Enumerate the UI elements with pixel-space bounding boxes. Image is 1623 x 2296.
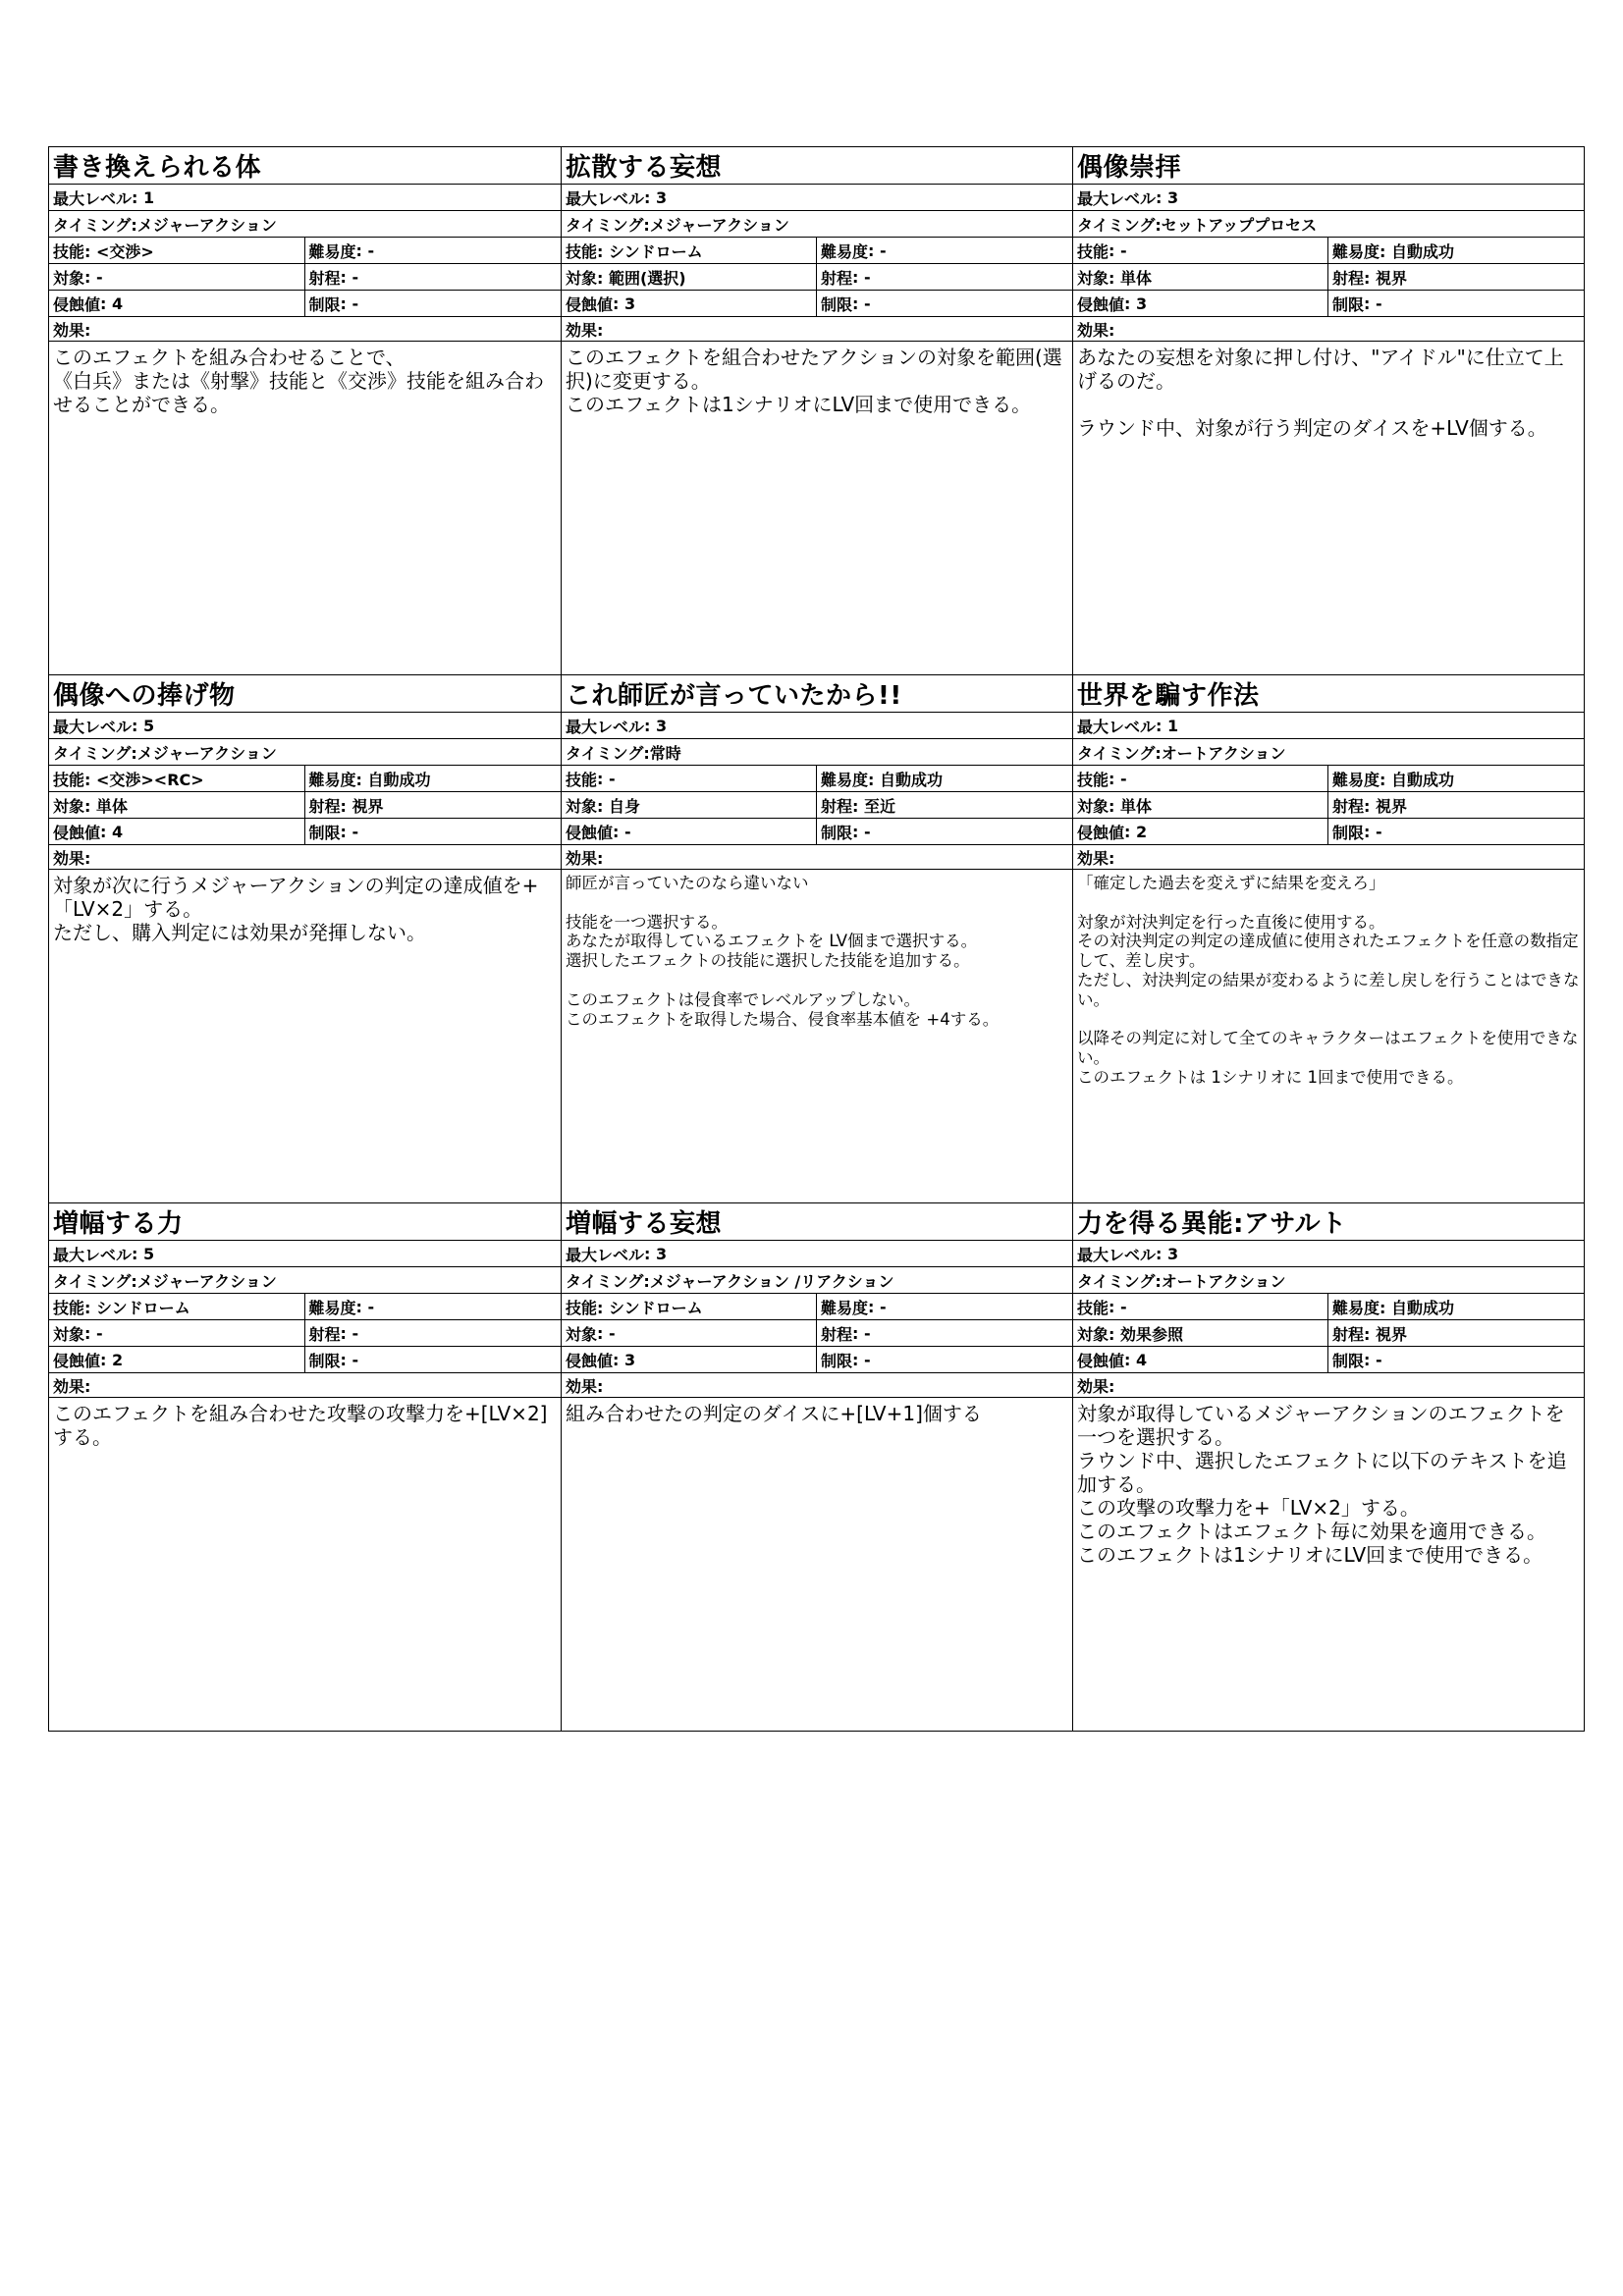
range-label: 射程	[821, 796, 853, 816]
range-value: : 視界	[1364, 268, 1407, 288]
range-label: 射程	[821, 268, 853, 288]
difficulty-cell	[305, 1294, 562, 1319]
target-label: 対象	[53, 796, 85, 816]
difficulty-cell	[305, 238, 562, 263]
range-cell	[817, 264, 1072, 290]
difficulty-cell	[1328, 766, 1584, 791]
limit-cell	[305, 291, 562, 316]
timing-row	[1073, 211, 1584, 238]
timing-row	[49, 211, 561, 238]
range-value: : -	[852, 267, 871, 287]
max-level-label: 最大レベル	[53, 188, 133, 208]
erosion-limit-row	[49, 819, 561, 845]
range-label: 射程	[821, 1324, 853, 1344]
range-cell	[817, 1320, 1072, 1346]
effect-label: 効果:	[562, 317, 1072, 342]
timing-label: タイミング	[1077, 215, 1156, 235]
skill-label: 技能	[53, 241, 85, 261]
difficulty-label: 難易度	[308, 1298, 356, 1317]
effect-text: 「確定した過去を変えずに結果を変えろ」 対象が対決判定を行った直後に使用する。 その対決判定の判定の達成値に使用されたエフェクトを任意の数指定して、差し戻す。 ただし、対決判定の結果が変わるように差し戻しを行うことはできない。 以降その判定に対して全てのキャラクターはエフェクトを使用できない。 このエフェクトは 1シナリオに 1回まで使用できる。	[1077, 874, 1580, 1087]
limit-value: : -	[1364, 1350, 1382, 1369]
target-value: : 効果参照	[1109, 1324, 1183, 1344]
target-range-row	[1073, 1320, 1584, 1347]
limit-label: 制限	[1332, 823, 1365, 842]
skill-label: 技能	[566, 1298, 598, 1317]
erosion-limit-row	[1073, 1347, 1584, 1373]
erosion-value: : 4	[100, 822, 124, 841]
effect-text: 師匠が言っていたのなら違いない 技能を一つ選択する。 あなたが取得しているエフェクトを LV個まで選択する。 選択したエフェクトの技能に選択した技能を追加する。 このエフェクトは侵食率でレベルアップしない。 このエフェクトを取得した場合、侵食率基本値を +4する。	[566, 874, 1000, 1029]
effect-card	[49, 1203, 562, 1732]
erosion-cell	[49, 291, 305, 316]
skill-difficulty-row	[562, 1294, 1072, 1320]
target-value: : -	[84, 1323, 103, 1343]
difficulty-cell	[817, 238, 1072, 263]
erosion-cell	[562, 291, 817, 316]
effect-text: このエフェクトを組み合わせた攻撃の攻撃力を+[LV×2]する。	[53, 1402, 548, 1449]
limit-label: 制限	[308, 823, 341, 842]
target-range-row	[562, 792, 1072, 819]
limit-value: : -	[852, 294, 871, 313]
limit-label: 制限	[1332, 294, 1365, 314]
effect-card	[562, 675, 1073, 1203]
range-cell	[1328, 1320, 1584, 1346]
skill-label: 技能	[566, 770, 598, 789]
target-value: : 自身	[597, 796, 640, 816]
timing-row	[1073, 1267, 1584, 1294]
effect-name: 偶像崇拝	[1073, 147, 1584, 185]
target-cell	[562, 792, 817, 818]
erosion-cell	[49, 1347, 305, 1372]
effect-label: 効果:	[562, 1373, 1072, 1398]
difficulty-label: 難易度	[1332, 770, 1380, 789]
timing-value: :メジャーアクション /リアクション	[643, 1271, 894, 1291]
timing-value: :セットアッププロセス	[1155, 215, 1318, 235]
erosion-value: : -	[613, 822, 631, 841]
limit-value: : -	[852, 822, 871, 841]
target-range-row	[1073, 792, 1584, 819]
limit-value: : -	[340, 294, 359, 313]
target-range-row	[1073, 264, 1584, 291]
target-cell	[1073, 1320, 1328, 1346]
target-label: 対象	[1077, 268, 1109, 288]
skill-value: : シンドローム	[597, 241, 703, 261]
effect-name: 力を得る異能:アサルト	[1073, 1203, 1584, 1241]
erosion-limit-row	[1073, 819, 1584, 845]
effect-name: 増幅する力	[49, 1203, 561, 1241]
max-level-label: 最大レベル	[1077, 188, 1157, 208]
effect-label: 効果:	[49, 317, 561, 342]
skill-label: 技能	[1077, 1298, 1109, 1317]
difficulty-label: 難易度	[821, 241, 869, 261]
effect-text: 対象が次に行うメジャーアクションの判定の達成値を+「LV×2」する。 ただし、購入判定には効果が発揮しない。	[53, 874, 539, 944]
max-level-value: : 3	[1156, 187, 1179, 207]
skill-difficulty-row	[1073, 766, 1584, 792]
erosion-cell	[1073, 819, 1328, 844]
max-level-value: : 3	[644, 1244, 668, 1263]
max-level-value: : 1	[132, 187, 155, 207]
target-cell	[562, 264, 817, 290]
target-value: : 単体	[1109, 268, 1152, 288]
skill-value: : <交渉>	[84, 241, 154, 261]
erosion-value: : 3	[613, 1350, 636, 1369]
difficulty-label: 難易度	[1332, 1298, 1380, 1317]
max-level-value: : 5	[132, 1244, 155, 1263]
erosion-label: 侵蝕値	[1077, 823, 1125, 842]
effect-label: 効果:	[1073, 317, 1584, 342]
erosion-limit-row	[562, 291, 1072, 317]
skill-label: 技能	[1077, 241, 1109, 261]
target-label: 対象	[53, 268, 85, 288]
effect-card	[1073, 147, 1585, 675]
timing-label: タイミング	[1077, 743, 1156, 763]
erosion-label: 侵蝕値	[53, 823, 101, 842]
effect-card-sheet	[48, 146, 1585, 1732]
limit-value: : -	[1364, 822, 1382, 841]
target-cell	[49, 264, 305, 290]
target-label: 対象	[1077, 1324, 1109, 1344]
timing-row	[49, 739, 561, 766]
effect-card	[1073, 675, 1585, 1203]
erosion-limit-row	[562, 1347, 1072, 1373]
skill-difficulty-row	[562, 238, 1072, 264]
effect-name: 拡散する妄想	[562, 147, 1072, 185]
skill-cell	[562, 766, 817, 791]
limit-value: : -	[852, 1350, 871, 1369]
effect-card	[1073, 1203, 1585, 1732]
difficulty-value: : 自動成功	[868, 770, 943, 789]
target-range-row	[562, 1320, 1072, 1347]
skill-cell	[562, 1294, 817, 1319]
erosion-label: 侵蝕値	[53, 294, 101, 314]
max-level-label: 最大レベル	[566, 1245, 645, 1264]
effect-card	[49, 675, 562, 1203]
limit-cell	[1328, 291, 1584, 316]
skill-value: : シンドローム	[597, 1298, 703, 1317]
difficulty-cell	[305, 766, 562, 791]
timing-value: :メジャーアクション	[131, 215, 277, 235]
target-label: 対象	[1077, 796, 1109, 816]
max-level-row	[562, 1241, 1072, 1267]
difficulty-value: : 自動成功	[355, 770, 431, 789]
range-cell	[817, 792, 1072, 818]
target-label: 対象	[566, 1324, 598, 1344]
effect-label: 効果:	[1073, 1373, 1584, 1398]
max-level-row	[1073, 1241, 1584, 1267]
erosion-limit-row	[49, 1347, 561, 1373]
limit-cell	[305, 1347, 562, 1372]
erosion-value: : 4	[1124, 1350, 1148, 1369]
timing-row	[49, 1267, 561, 1294]
skill-cell	[1073, 1294, 1328, 1319]
skill-cell	[49, 238, 305, 263]
difficulty-value: : -	[355, 240, 375, 260]
skill-difficulty-row	[1073, 238, 1584, 264]
skill-difficulty-row	[562, 766, 1072, 792]
erosion-cell	[1073, 291, 1328, 316]
range-cell	[305, 264, 562, 290]
skill-cell	[49, 1294, 305, 1319]
skill-difficulty-row	[49, 1294, 561, 1320]
timing-row	[1073, 739, 1584, 766]
timing-value: :オートアクション	[1155, 743, 1286, 763]
range-label: 射程	[308, 796, 341, 816]
range-value: : 視界	[340, 796, 384, 816]
effect-card	[49, 147, 562, 675]
timing-value: :メジャーアクション	[131, 1271, 277, 1291]
target-value: : 範囲(選択)	[597, 268, 686, 288]
effect-text: 対象が取得しているメジャーアクションのエフェクトを一つを選択する。 ラウンド中、選択したエフェクトに以下のテキストを追加する。 この攻撃の攻撃力を+「LV×2」する。 このエフェクトはエフェクト毎に効果を適用できる。 このエフェクトは1シナリオにLV回まで使用できる。	[1077, 1402, 1567, 1567]
limit-cell	[817, 819, 1072, 844]
difficulty-value: : 自動成功	[1380, 1298, 1454, 1317]
limit-cell	[817, 291, 1072, 316]
erosion-limit-row	[49, 291, 561, 317]
effect-name: 世界を騙す作法	[1073, 675, 1584, 713]
target-label: 対象	[566, 268, 598, 288]
target-cell	[1073, 264, 1328, 290]
max-level-value: : 3	[1156, 1244, 1179, 1263]
skill-difficulty-row	[49, 766, 561, 792]
range-value: : -	[340, 1323, 359, 1343]
difficulty-label: 難易度	[1332, 241, 1380, 261]
erosion-label: 侵蝕値	[53, 1351, 101, 1370]
effect-card	[562, 147, 1073, 675]
effect-label: 効果:	[562, 845, 1072, 870]
range-value: : 至近	[852, 796, 895, 816]
timing-value: :オートアクション	[1155, 1271, 1286, 1291]
difficulty-label: 難易度	[821, 770, 869, 789]
timing-label: タイミング	[53, 215, 132, 235]
skill-value: : シンドローム	[84, 1298, 190, 1317]
skill-label: 技能	[1077, 770, 1109, 789]
limit-cell	[1328, 819, 1584, 844]
difficulty-cell	[817, 766, 1072, 791]
limit-cell	[1328, 1347, 1584, 1372]
target-cell	[1073, 792, 1328, 818]
effect-label: 効果:	[49, 845, 561, 870]
skill-cell	[1073, 766, 1328, 791]
timing-label: タイミング	[1077, 1271, 1156, 1291]
range-value: : -	[340, 267, 359, 287]
difficulty-label: 難易度	[821, 1298, 869, 1317]
skill-value: : -	[1109, 769, 1127, 788]
skill-label: 技能	[566, 241, 598, 261]
effect-name: これ師匠が言っていたから!!	[562, 675, 1072, 713]
target-label: 対象	[53, 1324, 85, 1344]
effect-text: あなたの妄想を対象に押し付け、"アイドル"に仕立て上げるのだ。 ラウンド中、対象が行う判定のダイスを+LV個する。	[1077, 346, 1564, 440]
skill-difficulty-row	[49, 238, 561, 264]
range-label: 射程	[1332, 796, 1365, 816]
timing-value: :メジャーアクション	[643, 215, 789, 235]
target-cell	[562, 1320, 817, 1346]
erosion-value: : 2	[1124, 822, 1148, 841]
max-level-value: : 3	[644, 187, 668, 207]
effect-card	[562, 1203, 1073, 1732]
target-value: : 単体	[84, 796, 128, 816]
effect-name: 書き換えられる体	[49, 147, 561, 185]
timing-label: タイミング	[53, 1271, 132, 1291]
erosion-cell	[562, 1347, 817, 1372]
limit-value: : -	[340, 1350, 359, 1369]
difficulty-value: : 自動成功	[1380, 241, 1454, 261]
difficulty-value: : -	[868, 240, 887, 260]
range-cell	[1328, 264, 1584, 290]
range-cell	[1328, 792, 1584, 818]
range-value: : 視界	[1364, 796, 1407, 816]
skill-cell	[562, 238, 817, 263]
max-level-value: : 5	[132, 716, 155, 735]
timing-label: タイミング	[53, 743, 132, 763]
skill-value: : <交渉><RC>	[84, 770, 204, 789]
max-level-row	[49, 713, 561, 739]
target-value: : -	[84, 267, 103, 287]
difficulty-cell	[1328, 1294, 1584, 1319]
effect-label: 効果:	[49, 1373, 561, 1398]
erosion-cell	[1073, 1347, 1328, 1372]
erosion-limit-row	[562, 819, 1072, 845]
difficulty-cell	[817, 1294, 1072, 1319]
erosion-cell	[49, 819, 305, 844]
max-level-row	[49, 185, 561, 211]
max-level-label: 最大レベル	[566, 717, 645, 736]
target-value: : 単体	[1109, 796, 1152, 816]
difficulty-value: : -	[355, 1297, 375, 1316]
erosion-label: 侵蝕値	[1077, 1351, 1125, 1370]
max-level-row	[1073, 185, 1584, 211]
timing-value: :メジャーアクション	[131, 743, 277, 763]
erosion-limit-row	[1073, 291, 1584, 317]
max-level-row	[562, 185, 1072, 211]
max-level-label: 最大レベル	[53, 717, 133, 736]
effect-name: 偶像への捧げ物	[49, 675, 561, 713]
range-value: : 視界	[1364, 1324, 1407, 1344]
range-cell	[305, 792, 562, 818]
timing-row	[562, 211, 1072, 238]
skill-difficulty-row	[1073, 1294, 1584, 1320]
target-cell	[49, 1320, 305, 1346]
limit-label: 制限	[1332, 1351, 1365, 1370]
limit-value: : -	[1364, 294, 1382, 313]
target-range-row	[49, 792, 561, 819]
effect-name: 増幅する妄想	[562, 1203, 1072, 1241]
range-label: 射程	[1332, 268, 1365, 288]
limit-label: 制限	[308, 294, 341, 314]
timing-row	[562, 739, 1072, 766]
target-value: : -	[597, 1323, 616, 1343]
max-level-label: 最大レベル	[1077, 1245, 1157, 1264]
target-range-row	[562, 264, 1072, 291]
erosion-value: : 3	[613, 294, 636, 313]
erosion-label: 侵蝕値	[1077, 294, 1125, 314]
max-level-row	[1073, 713, 1584, 739]
effect-text: このエフェクトを組み合わせることで、 《白兵》または《射撃》技能と《交渉》技能を組み合わせることができる。	[53, 346, 544, 416]
limit-label: 制限	[821, 1351, 853, 1370]
range-label: 射程	[1332, 1324, 1365, 1344]
erosion-value: : 3	[1124, 294, 1148, 313]
target-cell	[49, 792, 305, 818]
skill-label: 技能	[53, 770, 85, 789]
skill-value: : -	[1109, 240, 1127, 260]
range-value: : -	[852, 1323, 871, 1343]
range-label: 射程	[308, 1324, 341, 1344]
skill-label: 技能	[53, 1298, 85, 1317]
effect-label: 効果:	[1073, 845, 1584, 870]
limit-label: 制限	[821, 294, 853, 314]
skill-cell	[1073, 238, 1328, 263]
effect-text: このエフェクトを組合わせたアクションの対象を範囲(選択)に変更する。 このエフェクトは1シナリオにLV回まで使用できる。	[566, 346, 1062, 416]
timing-value: :常時	[643, 743, 681, 763]
difficulty-value: : 自動成功	[1380, 770, 1454, 789]
erosion-value: : 2	[100, 1350, 124, 1369]
limit-label: 制限	[821, 823, 853, 842]
erosion-value: : 4	[100, 294, 124, 313]
limit-cell	[305, 819, 562, 844]
erosion-cell	[562, 819, 817, 844]
timing-label: タイミング	[566, 215, 644, 235]
max-level-value: : 3	[644, 716, 668, 735]
target-range-row	[49, 1320, 561, 1347]
max-level-label: 最大レベル	[53, 1245, 133, 1264]
skill-value: : -	[597, 769, 616, 788]
max-level-label: 最大レベル	[1077, 717, 1157, 736]
difficulty-label: 難易度	[308, 770, 356, 789]
max-level-row	[49, 1241, 561, 1267]
skill-value: : -	[1109, 1297, 1127, 1316]
limit-value: : -	[340, 822, 359, 841]
timing-label: タイミング	[566, 1271, 644, 1291]
erosion-label: 侵蝕値	[566, 823, 614, 842]
range-label: 射程	[308, 268, 341, 288]
difficulty-cell	[1328, 238, 1584, 263]
target-label: 対象	[566, 796, 598, 816]
difficulty-label: 難易度	[308, 241, 356, 261]
range-cell	[305, 1320, 562, 1346]
max-level-value: : 1	[1156, 716, 1179, 735]
target-range-row	[49, 264, 561, 291]
max-level-row	[562, 713, 1072, 739]
timing-row	[562, 1267, 1072, 1294]
limit-label: 制限	[308, 1351, 341, 1370]
erosion-label: 侵蝕値	[566, 294, 614, 314]
skill-cell	[49, 766, 305, 791]
erosion-label: 侵蝕値	[566, 1351, 614, 1370]
max-level-label: 最大レベル	[566, 188, 645, 208]
limit-cell	[817, 1347, 1072, 1372]
difficulty-value: : -	[868, 1297, 887, 1316]
timing-label: タイミング	[566, 743, 644, 763]
effect-text: 組み合わせたの判定のダイスに+[LV+1]個する	[566, 1402, 982, 1425]
